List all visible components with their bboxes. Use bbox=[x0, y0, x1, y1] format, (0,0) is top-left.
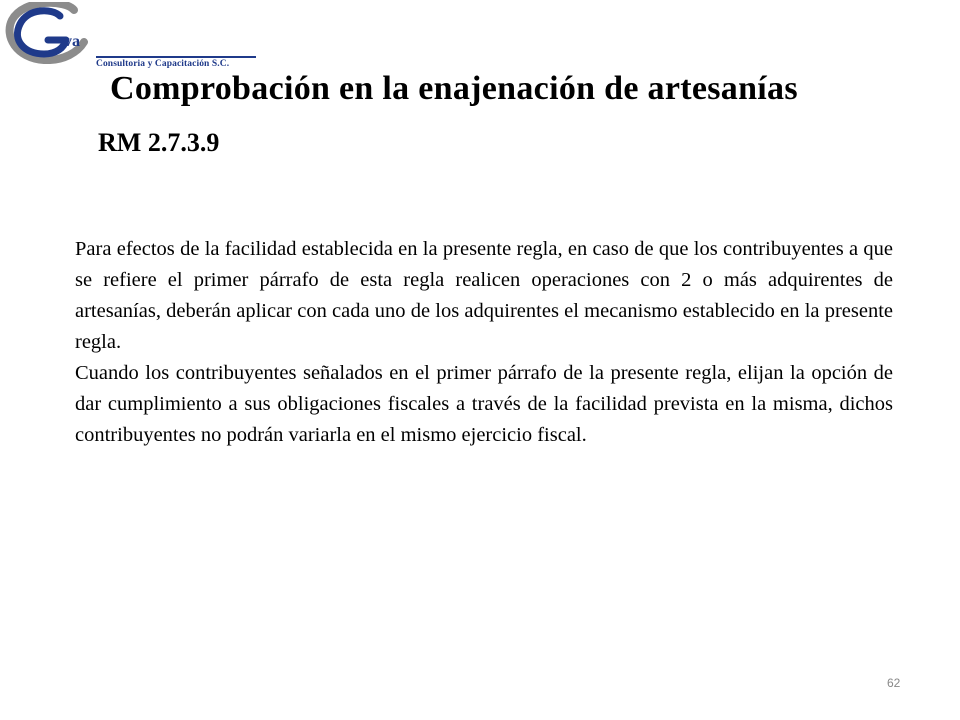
logo-letters: va bbox=[64, 33, 80, 50]
page-number: 62 bbox=[887, 676, 901, 690]
slide-title: Comprobación en la enajenación de artesanías bbox=[110, 70, 798, 107]
logo-company-name: Consultoria y Capacitación S.C. bbox=[96, 59, 230, 69]
company-logo bbox=[4, 2, 264, 74]
paragraph-1: Para efectos de la facilidad establecida en la presente regla, en caso de que los contribuyentes a que se refiere el primer párrafo de esta regla realicen operaciones con 2 o más adquirentes de artesanías, deberán aplicar con cada uno de los adquirentes el mecanismo establecido en la presente regla. bbox=[75, 238, 893, 353]
slide-body bbox=[75, 234, 893, 451]
rule-reference: RM 2.7.3.9 bbox=[98, 128, 220, 157]
paragraph-2: Cuando los contribuyentes señalados en el primer párrafo de la presente regla, elijan la opción de dar cumplimiento a sus obligaciones fiscales a través de la facilidad prevista en la misma, dichos contribuyentes no podrán variarla en el mismo ejercicio fiscal. bbox=[75, 362, 893, 446]
